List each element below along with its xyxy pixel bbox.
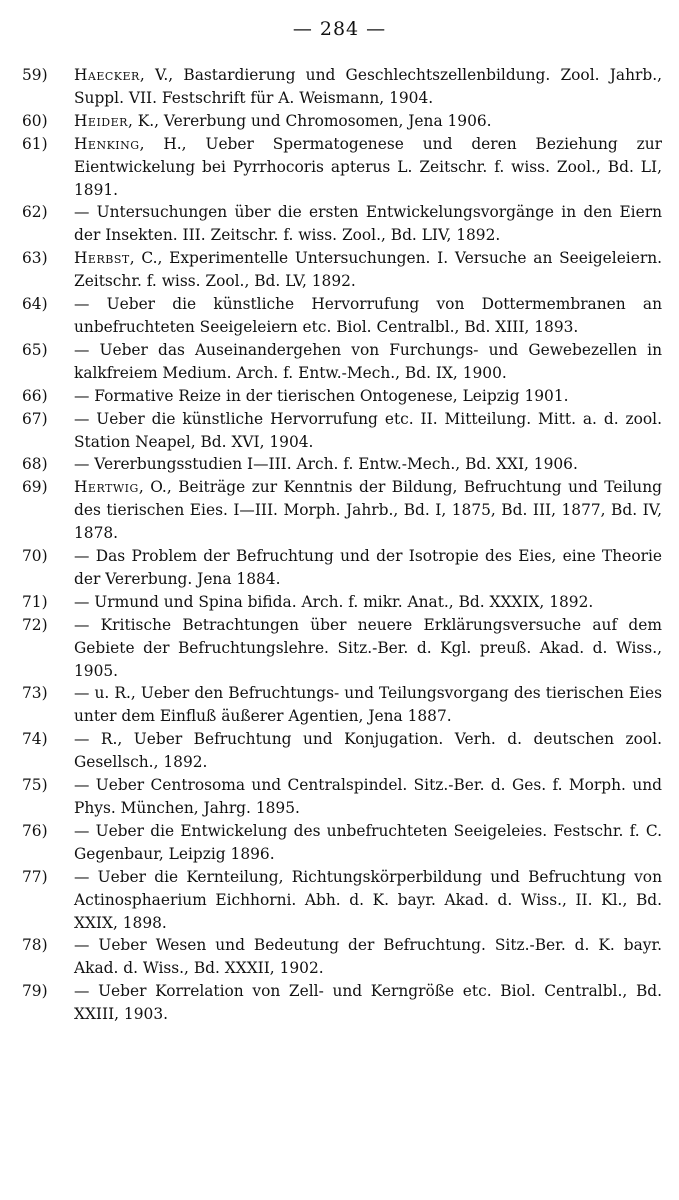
entry-text: — R., Ueber Befruchtung und Konjugation. Verh. d. deutschen zool. Gesellsch., 1892.	[74, 730, 662, 772]
bibliography-entry	[22, 408, 662, 454]
entry-text: — Ueber die Entwickelung des unbefruchteten Seeigeleies. Festschr. f. C. Gegenbaur, Leipzig 1896.	[74, 821, 662, 863]
entry-number: 70)	[22, 547, 48, 566]
entry-number: 75)	[22, 776, 48, 795]
bibliography-entry	[22, 545, 662, 591]
entry-text: — Kritische Betrachtungen über neuere Erklärungsversuche auf dem Gebiete der Befruchtungslehre. Sitz.-Ber. d. Kgl. preuß. Akad. d. Wiss., 1905.	[74, 615, 662, 680]
entry-text: , K., Vererbung und Chromosomen, Jena 1906.	[127, 111, 492, 130]
bibliography-entry	[22, 591, 662, 614]
bibliography-entry	[22, 614, 662, 683]
bibliography-entry	[22, 820, 662, 866]
entry-number: 61)	[22, 134, 48, 153]
entry-author: Heider	[74, 111, 128, 130]
entry-number: 67)	[22, 409, 48, 428]
entry-number: 59)	[22, 66, 48, 84]
entry-text: — Ueber die künstliche Hervorrufung von Dottermembranen an unbefruchteten Seeigeleiern etc. Biol. Centralbl., Bd. XIII, 1893.	[74, 295, 662, 336]
entry-text: — Das Problem der Befruchtung und der Isotropie des Eies, eine Theorie der Vererbung. Jena 1884.	[74, 547, 662, 588]
page-number: — 284 —	[292, 18, 387, 40]
entry-number: 68)	[22, 455, 48, 474]
bibliography-entry	[22, 476, 662, 545]
entry-author: Henking	[74, 134, 140, 153]
entry-text: , V., Bastardierung und Geschlechtszellenbildung. Zool. Jahrb., Suppl. VII. Festschrift für A. Weismann, 1904.	[74, 66, 662, 107]
entry-text: — Untersuchungen über die ersten Entwickelungsvorgänge in den Eiern der Insekten. III. Zeitschr. f. wiss. Zool., Bd. LIV, 1892.	[74, 203, 662, 245]
bibliography-entry	[22, 453, 662, 476]
entry-number: 78)	[22, 936, 48, 955]
bibliography-entry	[22, 64, 662, 110]
bibliography-entry	[22, 339, 662, 385]
bibliography-entry	[22, 774, 662, 820]
bibliography-entry	[22, 201, 662, 247]
entry-number: 77)	[22, 867, 48, 886]
bibliography-entry	[22, 133, 662, 202]
entry-author: Haecker	[74, 66, 140, 84]
entry-text: — Urmund und Spina bifida. Arch. f. mikr. Anat., Bd. XXXIX, 1892.	[74, 592, 594, 611]
entry-number: 63)	[22, 249, 48, 268]
entry-text: — Formative Reize in der tierischen Ontogenese, Leipzig 1901.	[74, 386, 569, 405]
entry-author: Herbst	[74, 249, 130, 268]
entry-number: 76)	[22, 821, 48, 840]
entry-text: — Ueber Centrosoma und Centralspindel. Sitz.-Ber. d. Ges. f. Morph. und Phys. München, Jahrg. 1895.	[74, 776, 662, 817]
bibliography-entry	[22, 934, 662, 980]
entry-text: — Ueber die künstliche Hervorrufung etc. II. Mitteilung. Mitt. a. d. zool. Station Neapel, Bd. XVI, 1904.	[74, 409, 662, 451]
entry-number: 62)	[22, 203, 48, 222]
entry-number: 73)	[22, 684, 48, 703]
entry-number: 74)	[22, 730, 48, 749]
entry-author: Hertwig	[74, 478, 139, 497]
bibliography-entry	[22, 293, 662, 339]
entry-text: — Ueber Korrelation von Zell- und Kerngröße etc. Biol. Centralbl., Bd. XXIII, 1903.	[74, 982, 662, 1024]
bibliography-entry	[22, 866, 662, 935]
entry-text: , H., Ueber Spermatogenese und deren Beziehung zur Eientwickelung bei Pyrrhocoris apterus L. Zeitschr. f. wiss. Zool., Bd. LI, 1891.	[74, 134, 662, 199]
entry-number: 64)	[22, 295, 48, 314]
entry-number: 66)	[22, 386, 48, 405]
bibliography-entry	[22, 385, 662, 408]
entry-text: — u. R., Ueber den Befruchtungs- und Teilungsvorgang des tierischen Eies unter dem Einfluß äußerer Agentien, Jena 1887.	[74, 684, 662, 726]
entry-text: , O., Beiträge zur Kenntnis der Bildung, Befruchtung und Teilung des tierischen Eies. I—III. Morph. Jahrb., Bd. I, 1875, Bd. III, 1877, Bd. IV, 1878.	[74, 478, 662, 543]
bibliography-entry	[22, 247, 662, 293]
entry-text: — Ueber die Kernteilung, Richtungskörperbildung und Befruchtung von Actinosphaerium Eichhorni. Abh. d. K. bayr. Akad. d. Wiss., II. Kl., Bd. XXIX, 1898.	[74, 867, 662, 932]
entry-text: — Ueber Wesen und Bedeutung der Befruchtung. Sitz.-Ber. d. K. bayr. Akad. d. Wiss., Bd. XXXII, 1902.	[74, 936, 662, 978]
entry-number: 79)	[22, 982, 48, 1001]
entry-number: 60)	[22, 111, 48, 130]
entry-number: 69)	[22, 478, 48, 497]
entry-text: , C., Experimentelle Untersuchungen. I. Versuche an Seeigeleiern. Zeitschr. f. wiss. Zool., Bd. LV, 1892.	[74, 249, 662, 291]
entry-text: — Ueber das Auseinandergehen von Furchungs- und Gewebezellen in kalkfreiem Medium. Arch. f. Entw.-Mech., Bd. IX, 1900.	[74, 340, 662, 382]
bibliography-list	[22, 64, 662, 1026]
bibliography-entry	[22, 110, 662, 133]
entry-number: 71)	[22, 592, 48, 611]
bibliography-entry	[22, 682, 662, 728]
entry-text: — Vererbungsstudien I—III. Arch. f. Entw.-Mech., Bd. XXI, 1906.	[74, 455, 578, 474]
entry-number: 65)	[22, 340, 48, 359]
entry-number: 72)	[22, 615, 48, 634]
bibliography-entry	[22, 728, 662, 774]
bibliography-entry	[22, 980, 662, 1026]
